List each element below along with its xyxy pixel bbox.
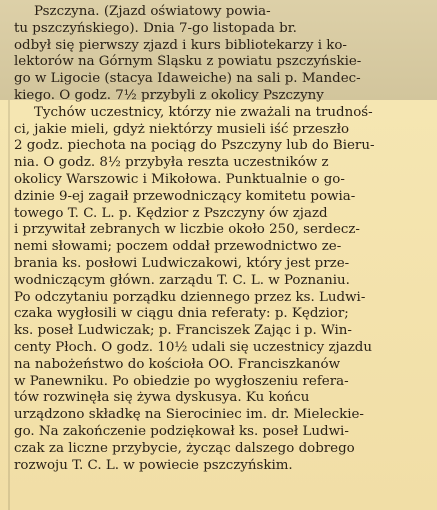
article-line: Pszczyna. (Zjazd oświatowy powia-	[34, 4, 271, 19]
article-line: lektorów na Górnym Śląsku z powiatu pszczyńskie-	[14, 54, 362, 70]
article-line: tu pszczyńskiego). Dnia 7-go listopada br.	[14, 20, 297, 36]
article-line: okolicy Warszowic i Mikołowa. Punktualnie o go-	[14, 171, 345, 187]
article-line: kiego. O godz. 7½ przybyli z okolicy Pszczyny	[14, 87, 324, 103]
article-line: ci, jakie mieli, gdyż niektórzy musieli iść przeszło	[14, 121, 350, 137]
column-rule	[8, 100, 10, 510]
article-line: czaka wygłosili w ciągu dnia referaty: p. Kędzior;	[14, 306, 349, 322]
article-line: Tychów uczestnicy, którzy nie zważali na trudnoś-	[34, 104, 373, 120]
article-line: rozwoju T. C. L. w powiecie pszczyńskim.	[14, 457, 293, 473]
article-line: centy Płoch. O godz. 10½ udali się uczestnicy zjazdu	[14, 339, 372, 355]
article-line: 2 godz. piechota na pociąg do Pszczyny lub do Bieru-	[14, 138, 375, 154]
article-line: wodniczącym główn. zarządu T. C. L. w Poznaniu.	[14, 272, 350, 288]
article-line: go w Ligocie (stacya Idaweiche) na sali p. Mandec-	[14, 71, 361, 87]
article-line: w Panewniku. Po obiedzie po wygłoszeniu refera-	[14, 373, 349, 389]
article-text	[14, 4, 426, 474]
article-line: urządzono składkę na Sierociniec im. dr. Mieleckie-	[14, 407, 364, 423]
article-line: i przywitał zebranych w liczbie około 250, serdecz-	[14, 222, 360, 238]
article-line: tów rozwinęła się żywa dyskusya. Ku końcu	[14, 390, 310, 406]
article-line: czak za liczne przybycie, życząc dalszego dobrego	[14, 440, 355, 456]
article-line: nemi słowami; poczem oddał przewodnictwo ze-	[14, 239, 342, 255]
article-line: Po odczytaniu porządku dziennego przez ks. Ludwi-	[14, 289, 366, 305]
article-line: towego T. C. L. p. Kędzior z Pszczyny ów zjazd	[14, 205, 328, 221]
article-line: go. Na zakończenie podziękował ks. poseł Ludwi-	[14, 423, 349, 439]
article-line: na nabożeństwo do kościoła OO. Franciszkanów	[14, 356, 341, 372]
article-line: nia. O godz. 8½ przybyła reszta uczestników z	[14, 155, 329, 171]
article-line: dzinie 9-ej zagaił przewodniczący komitetu powia-	[14, 188, 356, 204]
article-line: ks. poseł Ludwiczak; p. Franciszek Zając i p. Win-	[14, 323, 352, 339]
article-line: brania ks. posłowi Ludwiczakowi, który jest prze-	[14, 255, 350, 271]
article-line: odbył się pierwszy zjazd i kurs bibliotekarzy i ko-	[14, 37, 347, 53]
